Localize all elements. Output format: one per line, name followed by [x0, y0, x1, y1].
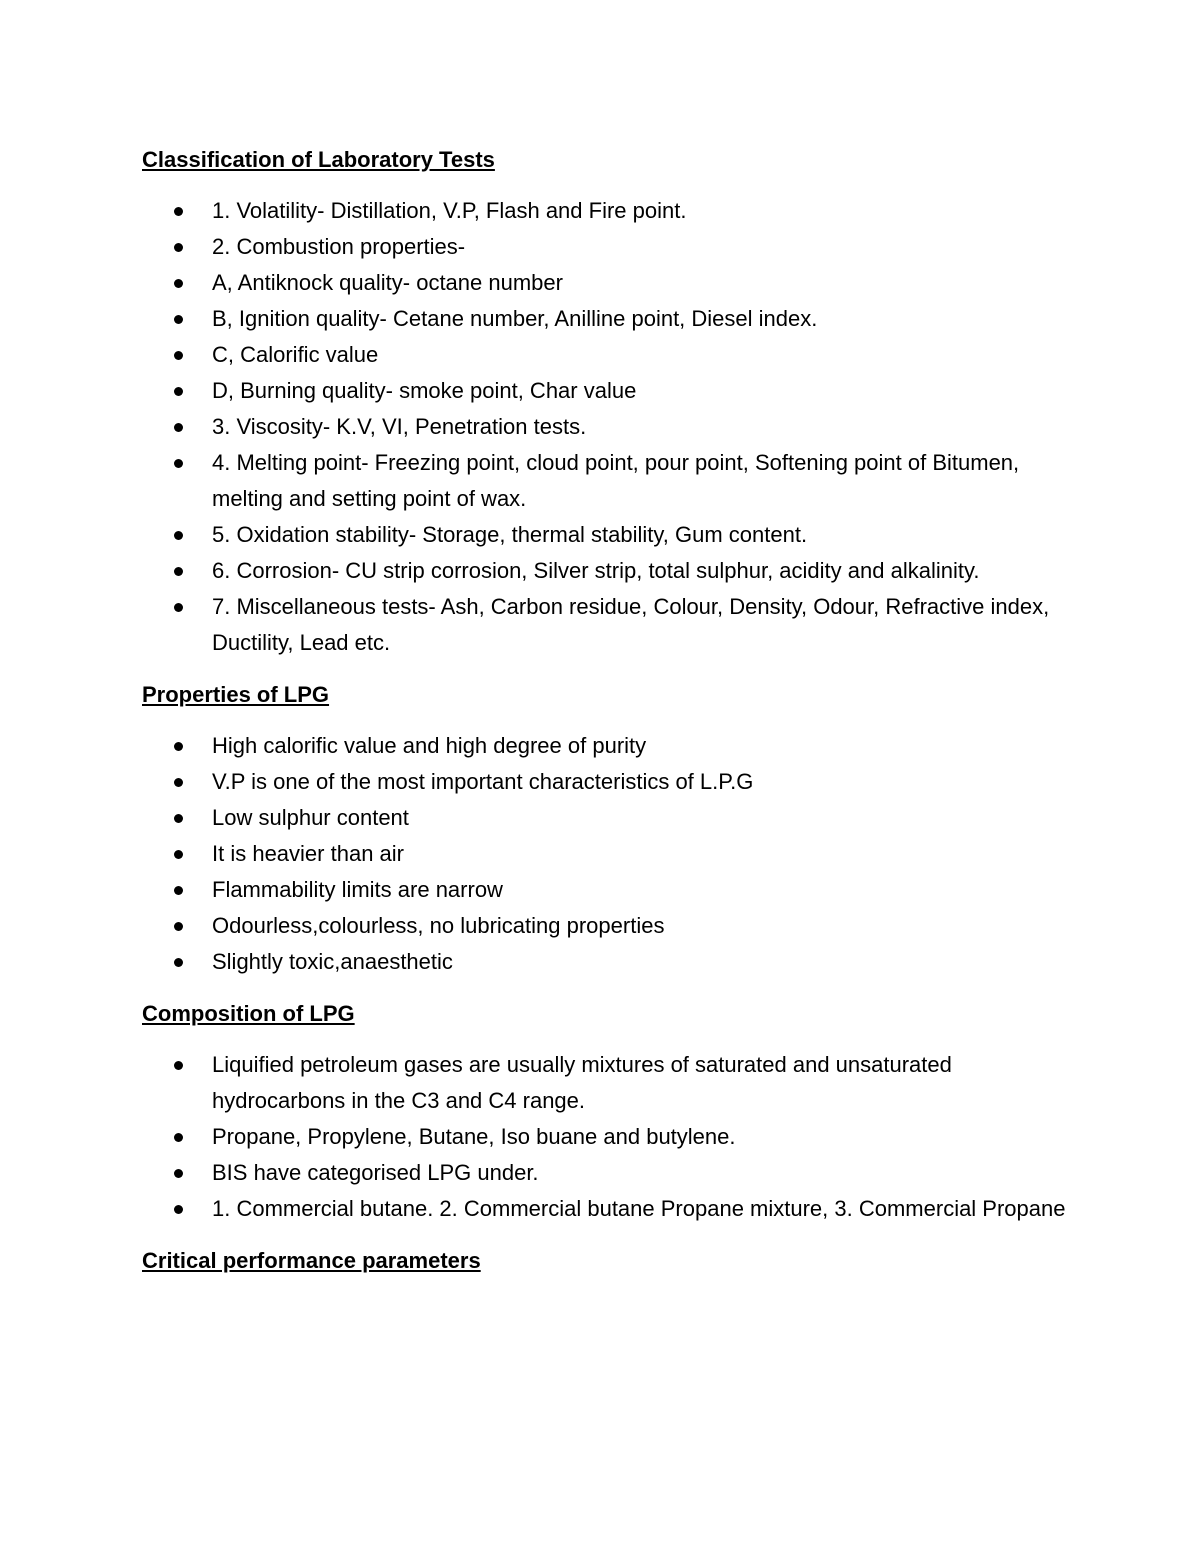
- list-item-text: Slightly toxic,anaesthetic: [212, 949, 453, 974]
- list-item: [142, 229, 1082, 265]
- bullet-icon: [174, 531, 183, 540]
- section-critical-parameters: [142, 1243, 1082, 1279]
- list-item: [142, 409, 1082, 445]
- bullet-icon: [174, 742, 183, 751]
- bullet-icon: [174, 567, 183, 576]
- list-item-text: Odourless,colourless, no lubricating properties: [212, 913, 665, 938]
- bullet-icon: [174, 387, 183, 396]
- list-item-text: 5. Oxidation stability- Storage, thermal stability, Gum content.: [212, 522, 808, 547]
- bullet-list: [142, 1047, 1082, 1227]
- section-properties-lpg: [142, 677, 1082, 980]
- section-heading: Critical performance parameters: [142, 1248, 481, 1273]
- list-item: [142, 872, 1082, 908]
- list-item-text: It is heavier than air: [212, 841, 404, 866]
- bullet-icon: [174, 315, 183, 324]
- list-item: [142, 517, 1082, 553]
- list-item: [142, 908, 1082, 944]
- list-item: [142, 764, 1082, 800]
- list-item: [142, 1119, 1082, 1155]
- bullet-icon: [174, 351, 183, 360]
- section-heading: Composition of LPG: [142, 1001, 355, 1026]
- list-item: [142, 836, 1082, 872]
- list-item-text: BIS have categorised LPG under.: [212, 1160, 539, 1185]
- list-item-text: B, Ignition quality- Cetane number, Anilline point, Diesel index.: [212, 306, 818, 331]
- list-item-text: Flammability limits are narrow: [212, 877, 503, 902]
- list-item-text: 1. Commercial butane. 2. Commercial butane Propane mixture, 3. Commercial Propane: [212, 1196, 1066, 1221]
- list-item: [142, 800, 1082, 836]
- bullet-icon: [174, 850, 183, 859]
- list-item: [142, 1047, 1082, 1119]
- list-item: [142, 553, 1082, 589]
- section-composition-lpg: [142, 996, 1082, 1227]
- document-content: [142, 142, 1082, 1294]
- list-item: [142, 1191, 1082, 1227]
- bullet-icon: [174, 778, 183, 787]
- list-item-text: 7. Miscellaneous tests- Ash, Carbon residue, Colour, Density, Odour, Refractive index, Ductility, Lead etc.: [212, 594, 1050, 655]
- section-heading: Classification of Laboratory Tests: [142, 147, 495, 172]
- bullet-icon: [174, 207, 183, 216]
- bullet-icon: [174, 886, 183, 895]
- bullet-icon: [174, 1169, 183, 1178]
- list-item: [142, 1155, 1082, 1191]
- section-heading: Properties of LPG: [142, 682, 330, 707]
- bullet-icon: [174, 459, 183, 468]
- list-item: [142, 373, 1082, 409]
- list-item: [142, 589, 1082, 661]
- list-item: [142, 728, 1082, 764]
- list-item-text: Liquified petroleum gases are usually mixtures of saturated and unsaturated hydrocarbons in the C3 and C4 range.: [212, 1052, 952, 1113]
- list-item: [142, 265, 1082, 301]
- list-item-text: V.P is one of the most important characteristics of L.P.G: [212, 769, 754, 794]
- list-item-text: C, Calorific value: [212, 342, 379, 367]
- list-item: [142, 193, 1082, 229]
- list-item-text: 3. Viscosity- K.V, VI, Penetration tests.: [212, 414, 587, 439]
- bullet-icon: [174, 1205, 183, 1214]
- list-item-text: 4. Melting point- Freezing point, cloud point, pour point, Softening point of Bitumen, melting and setting point of wax.: [212, 450, 1020, 511]
- bullet-icon: [174, 1061, 183, 1070]
- list-item-text: A, Antiknock quality- octane number: [212, 270, 563, 295]
- bullet-list: [142, 193, 1082, 661]
- list-item: [142, 445, 1082, 517]
- list-item-text: 2. Combustion properties-: [212, 234, 466, 259]
- list-item: [142, 337, 1082, 373]
- list-item-text: 6. Corrosion- CU strip corrosion, Silver strip, total sulphur, acidity and alkalinity.: [212, 558, 980, 583]
- list-item-text: 1. Volatility- Distillation, V.P, Flash and Fire point.: [212, 198, 687, 223]
- bullet-icon: [174, 958, 183, 967]
- list-item-text: Low sulphur content: [212, 805, 409, 830]
- bullet-icon: [174, 922, 183, 931]
- list-item-text: Propane, Propylene, Butane, Iso buane and butylene.: [212, 1124, 736, 1149]
- list-item-text: D, Burning quality- smoke point, Char value: [212, 378, 637, 403]
- bullet-icon: [174, 423, 183, 432]
- bullet-icon: [174, 814, 183, 823]
- bullet-icon: [174, 603, 183, 612]
- bullet-list: [142, 728, 1082, 980]
- bullet-icon: [174, 279, 183, 288]
- list-item: [142, 301, 1082, 337]
- list-item: [142, 944, 1082, 980]
- list-item-text: High calorific value and high degree of purity: [212, 733, 647, 758]
- bullet-icon: [174, 243, 183, 252]
- bullet-icon: [174, 1133, 183, 1142]
- section-classification: [142, 142, 1082, 661]
